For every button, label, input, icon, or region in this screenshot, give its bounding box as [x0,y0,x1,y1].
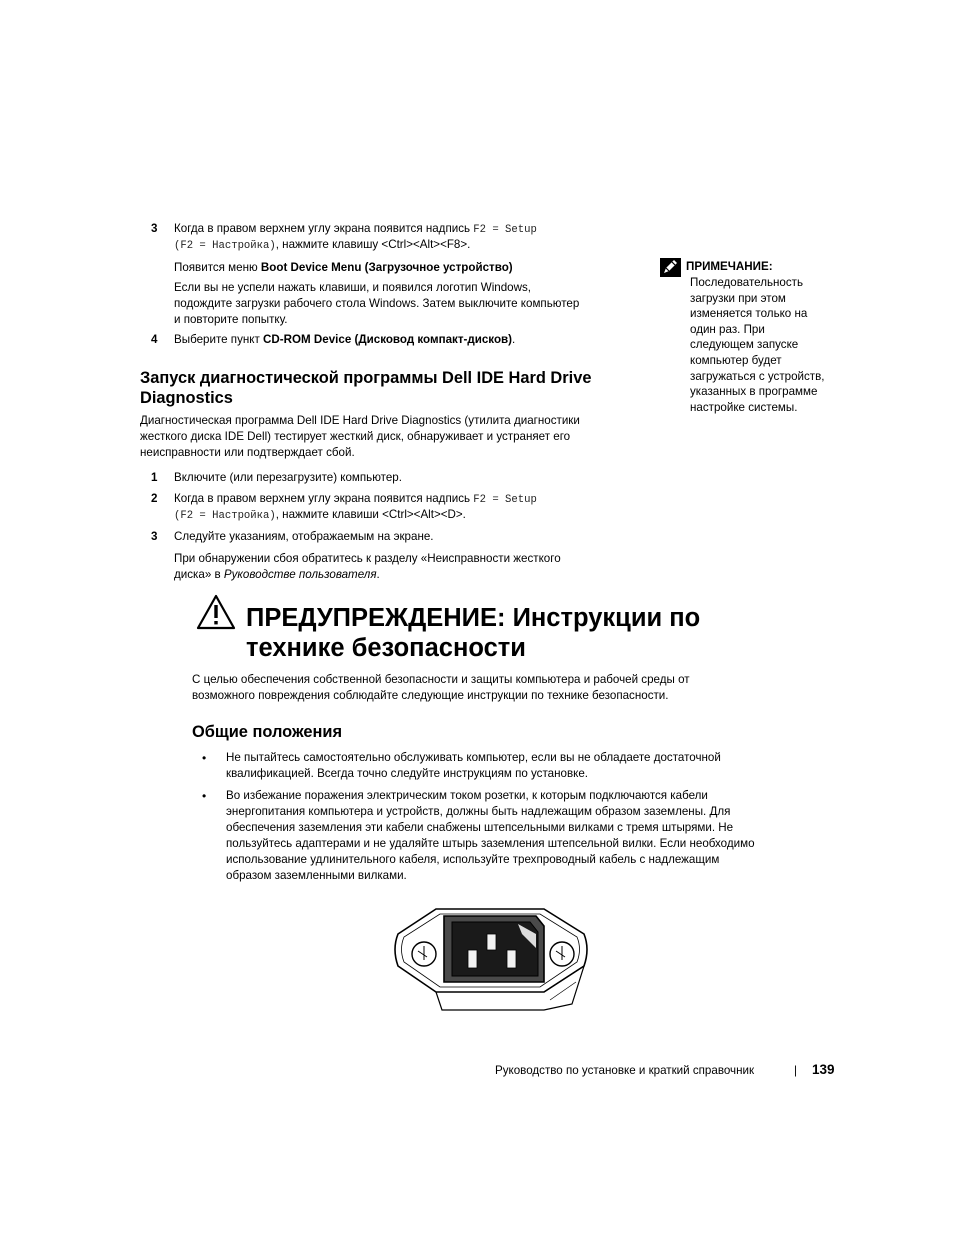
step-text [174,221,537,238]
step-number: 3 [151,530,158,543]
diag-step-2-after: , нажмите клавиши <Ctrl><Alt><D>. [275,508,466,521]
diag-intro-line-3: неисправности или подтверждает сбой. [140,446,355,459]
retry-line-2: подождите загрузки рабочего стола Windows. Затем выключите компьютер [174,297,580,310]
retry-line-3: и повторите попытку. [174,313,288,326]
boot-menu-name: Boot Device Menu (Загрузочное устройство) [260,261,513,274]
code-f2-setup: F2 = Setup [473,224,537,236]
user-guide-ref: Руководстве пользователя [223,568,377,581]
diag-step-2-cont [174,507,466,524]
step-number: 2 [151,492,158,505]
note-line: один раз. При [690,322,765,336]
boot-menu-line [174,260,513,276]
power-connector-illustration [394,904,588,1014]
code-f2-nastroyka: (F2 = Настройка) [174,240,276,252]
note-line: компьютер будет [690,353,782,367]
section-heading-diag-line-2: Diagnostics [140,389,233,407]
diag-step-3: Следуйте указаниям, отображаемым на экране. [174,530,434,543]
diag-step-2 [174,491,537,508]
diag-fail-line-2 [174,567,380,583]
warning-intro-line-2: возможного повреждения соблюдайте следующие инструкции по технике безопасности. [192,689,669,702]
step-number: 3 [151,222,158,235]
step-text-cont [174,237,470,254]
bullet-line: энергопитания компьютера и устройств, должны быть надлежащим образом заземлены. Для [226,805,731,818]
note-line: изменяется только на [690,307,808,321]
bullet-line: обеспечения заземления эти кабели снабжены штепсельными вилками с тремя штырями. Не [226,821,734,834]
retry-line-1: Если вы не успели нажать клавиши, и появился логотип Windows, [174,281,531,294]
section-heading-general: Общие положения [192,723,343,741]
note-line: загрузки при этом [690,291,786,305]
boot-menu-prefix: Появится меню [174,261,261,274]
note-pencil-icon [660,258,681,277]
bullet-item-1 [226,750,721,782]
bullet-line: образом заземленными вилками. [226,869,407,882]
note-line: настройке системы. [690,400,798,414]
note-body [690,275,824,415]
bullet-marker: • [202,751,207,765]
bullet-item-2 [226,788,755,884]
warning-triangle-icon [196,594,236,630]
bullet-line: квалификацией. Всегда точно следуйте инструкциям по установке. [226,767,588,780]
step-4-text [174,332,515,348]
diag-fail-suffix: . [376,568,380,581]
section-heading-diag-line-1: Запуск диагностической программы Dell IDE Hard Drive [140,369,592,387]
note-label: ПРИМЕЧАНИЕ: [686,260,773,273]
diag-intro-line-2: жесткого диска IDE Dell) тестирует жесткий диск, обнаруживает и устраняет его [140,430,571,443]
step-number: 1 [151,471,158,484]
step-4-suffix: . [512,333,516,346]
footer-separator: | [794,1064,798,1077]
diag-intro-line-1: Диагностическая программа Dell IDE Hard Drive Diagnostics (утилита диагностики [140,414,580,427]
step-4-bold: CD-ROM Device (Дисковод компакт-дисков) [263,333,513,346]
note-line: следующем запуске [690,338,799,352]
warning-title-line-1: ПРЕДУПРЕЖДЕНИЕ: Инструкции по [246,604,701,632]
code-f2-setup: F2 = Setup [473,494,537,506]
note-line: загружаться с устройств, [690,369,825,383]
bullet-line: пользуйтесь адаптерами и не удаляйте штырь заземления штепсельной вилки. Если необходимо [226,837,755,850]
step-4-prefix: Выберите пункт [174,333,264,346]
bullet-line: использование удлинительного кабеля, используйте трехпроводный кабель с надлежащим [226,853,720,866]
diag-fail-prefix: диска» в [174,568,224,581]
step-text-after: , нажмите клавишу <Ctrl><Alt><F8>. [275,238,471,251]
footer-title: Руководство по установке и краткий справочник [495,1064,755,1077]
page-number: 139 [812,1062,835,1077]
note-line: указанных в программе [690,385,818,399]
diag-step-1: Включите (или перезагрузите) компьютер. [174,471,402,484]
step-text-before: Когда в правом верхнем углу экрана появится надпись [174,222,474,235]
bullet-line: Во избежание поражения электрическим током розетки, к которым подключаются кабели [226,789,708,802]
note-line: Последовательность [690,276,804,289]
step-number: 4 [151,333,158,346]
warning-intro-line-1: С целью обеспечения собственной безопасности и защиты компьютера и рабочей среды от [192,673,690,686]
warning-title-line-2: технике безопасности [246,634,526,662]
diag-fail-line-1: При обнаружении сбоя обратитесь к разделу «Неисправности жесткого [174,552,561,565]
bullet-line: Не пытайтесь самостоятельно обслуживать компьютер, если вы не обладаете достаточной [226,751,721,764]
bullet-marker: • [202,789,207,803]
code-f2-nastroyka: (F2 = Настройка) [174,510,276,522]
diag-step-2-before: Когда в правом верхнем углу экрана появится надпись [174,492,474,505]
